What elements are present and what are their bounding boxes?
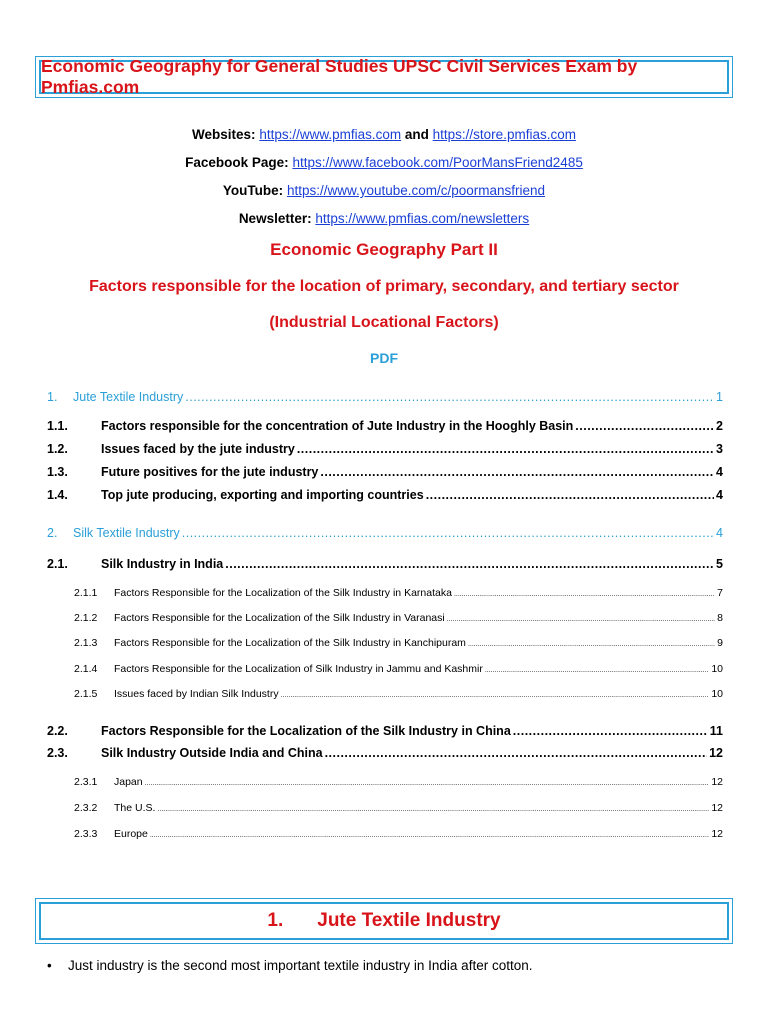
toc-number: 2.3. (47, 746, 68, 760)
toc-text: Issues faced by Indian Silk Industry (114, 688, 279, 700)
toc-leader (454, 587, 715, 599)
toc-number: 1.1. (47, 419, 68, 433)
toc-text: Factors Responsible for the Localization of the Silk Industry in China (101, 724, 511, 738)
toc-leader (513, 724, 708, 738)
toc-leader (485, 663, 709, 675)
toc-page: 4 (716, 488, 723, 502)
toc-leader (225, 557, 714, 571)
toc-leader (150, 828, 709, 840)
toc-entry[interactable] (74, 776, 723, 788)
toc-leader (145, 776, 710, 788)
toc-page: 12 (711, 828, 723, 840)
toc-text: Factors Responsible for the Localization of Silk Industry in Jammu and Kashmir (114, 663, 483, 675)
toc-number: 2.2. (47, 724, 68, 738)
toc-text: Issues faced by the jute industry (101, 442, 295, 456)
section-number: 1. (267, 910, 284, 931)
toc-page: 5 (716, 557, 723, 571)
toc-number: 2. (47, 526, 58, 540)
youtube-label: YouTube: (222, 183, 284, 198)
toc-text: Silk Industry Outside India and China (101, 746, 323, 760)
toc-text: Top jute producing, exporting and importing countries (101, 488, 424, 502)
toc-page: 1 (716, 390, 723, 404)
facebook-link[interactable]: https://www.facebook.com/PoorMansFriend2485 (292, 155, 583, 170)
website-link-main[interactable]: https://www.pmfias.com (259, 127, 402, 142)
bullet-text: Just industry is the second most important textile industry in India after cotton. (68, 958, 533, 973)
toc-leader (575, 419, 714, 433)
toc-number: 2.3.3 (74, 828, 98, 840)
toc-entry[interactable] (47, 465, 723, 479)
toc-entry[interactable] (74, 663, 723, 675)
toc-text: Factors responsible for the concentration of Jute Industry in the Hooghly Basin (101, 419, 574, 433)
toc-number: 1. (47, 390, 58, 404)
newsletter-link[interactable]: https://www.pmfias.com/newsletters (315, 211, 530, 226)
toc-text: Jute Textile Industry (73, 390, 184, 404)
section-title: Jute Textile Industry (317, 910, 501, 931)
facebook-label: Facebook Page: (185, 155, 289, 170)
toc-entry[interactable] (47, 488, 723, 502)
subtitle-2: (Industrial Locational Factors) (269, 314, 499, 331)
section-heading-box (35, 898, 733, 944)
toc-leader (281, 688, 710, 700)
toc-text: Europe (114, 828, 148, 840)
toc-page: 7 (717, 587, 723, 599)
document-title: Economic Geography for General Studies UPSC Civil Services Exam by Pmfias.com (39, 60, 729, 94)
toc-page: 4 (716, 526, 723, 540)
toc-entry[interactable] (47, 442, 723, 456)
toc-page: 4 (716, 465, 723, 479)
toc-page: 12 (711, 776, 723, 788)
toc-leader (325, 746, 708, 760)
toc-entry[interactable] (74, 612, 723, 624)
toc-leader (297, 442, 714, 456)
toc-text: Silk Industry in India (101, 557, 224, 571)
toc-page: 9 (717, 637, 723, 649)
toc-entry[interactable] (74, 802, 723, 814)
toc-entry[interactable] (74, 587, 723, 599)
toc-page: 2 (716, 419, 723, 433)
document-title-box (35, 56, 733, 98)
youtube-line (0, 183, 768, 198)
toc-entry[interactable] (74, 688, 723, 700)
toc-entry[interactable] (47, 390, 723, 404)
toc-leader (447, 612, 715, 624)
toc-entry[interactable] (47, 526, 723, 540)
bullet-dot-icon: • (47, 958, 52, 973)
toc-text: Factors Responsible for the Localization of the Silk Industry in Varanasi (114, 612, 445, 624)
youtube-link[interactable]: https://www.youtube.com/c/poormansfriend (286, 183, 546, 198)
toc-page: 12 (711, 802, 723, 814)
toc-entry[interactable] (74, 637, 723, 649)
toc-number: 2.1. (47, 557, 68, 571)
toc-number: 2.1.5 (74, 688, 98, 700)
toc-number: 1.4. (47, 488, 68, 502)
toc-number: 1.2. (47, 442, 68, 456)
websites-and: and (404, 127, 429, 142)
toc-page: 10 (711, 688, 723, 700)
pdf-label: PDF (370, 350, 398, 366)
websites-label: Websites: (192, 127, 256, 142)
toc-text: Factors Responsible for the Localization of the Silk Industry in Karnataka (114, 587, 452, 599)
toc-leader (185, 390, 714, 404)
toc-leader (320, 465, 714, 479)
part-title: Economic Geography Part II (270, 240, 498, 259)
toc-leader (426, 488, 714, 502)
toc-entry[interactable] (47, 419, 723, 433)
toc-entry[interactable] (47, 724, 723, 738)
toc-page: 11 (709, 724, 723, 738)
toc-text: Japan (114, 776, 143, 788)
toc-leader (468, 637, 715, 649)
newsletter-label: Newsletter: (238, 211, 312, 226)
toc-number: 2.1.4 (74, 663, 98, 675)
toc-page: 10 (711, 663, 723, 675)
website-link-store[interactable]: https://store.pmfias.com (432, 127, 576, 142)
toc-entry[interactable] (47, 557, 723, 571)
toc-text: The U.S. (114, 802, 156, 814)
toc-number: 1.3. (47, 465, 68, 479)
toc-number: 2.3.2 (74, 802, 98, 814)
toc-number: 2.1.2 (74, 612, 98, 624)
bullet-item (47, 958, 532, 973)
facebook-line (0, 155, 768, 170)
toc-leader (157, 802, 709, 814)
newsletter-line (0, 211, 768, 226)
websites-line (0, 127, 768, 142)
toc-page: 12 (709, 746, 723, 760)
toc-text: Silk Textile Industry (73, 526, 180, 540)
toc-number: 2.1.1 (74, 587, 98, 599)
toc-leader (182, 526, 714, 540)
toc-entry[interactable] (47, 746, 723, 760)
toc-page: 8 (717, 612, 723, 624)
toc-page: 3 (716, 442, 723, 456)
subtitle: Factors responsible for the location of primary, secondary, and tertiary sector (89, 278, 679, 295)
toc-text: Future positives for the jute industry (101, 465, 319, 479)
toc-text: Factors Responsible for the Localization of the Silk Industry in Kanchipuram (114, 637, 466, 649)
toc-number: 2.1.3 (74, 637, 98, 649)
toc-number: 2.3.1 (74, 776, 98, 788)
section-heading (39, 902, 729, 940)
toc-entry[interactable] (74, 828, 723, 840)
